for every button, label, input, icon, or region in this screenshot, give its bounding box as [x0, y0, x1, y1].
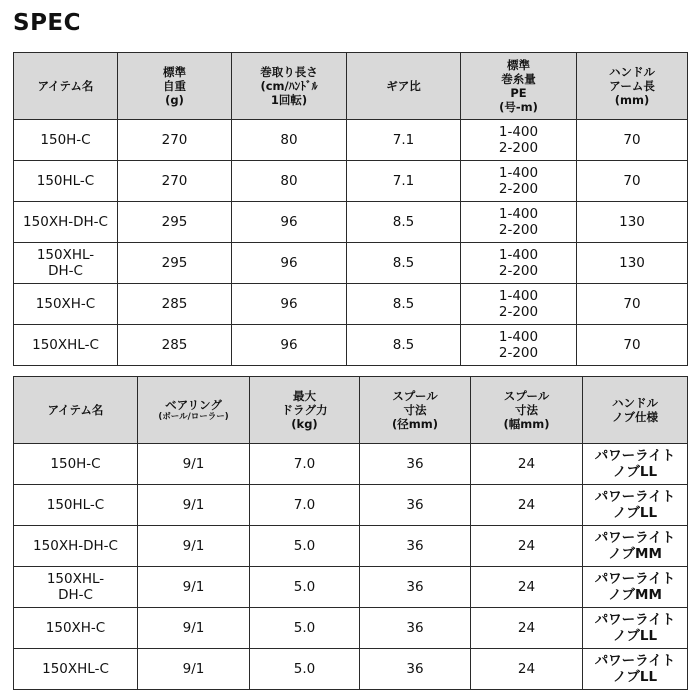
cell-line-capacity: 1-400 2-200: [461, 325, 577, 366]
cell-max-drag: 7.0: [250, 444, 360, 485]
header-max-drag: 最大 ドラグ力 (kg): [250, 377, 360, 444]
header-retrieve-length: 巻取り長さ (cm/ﾊﾝﾄﾞﾙ 1回転): [232, 53, 347, 120]
cell-line-capacity: 1-400 2-200: [461, 202, 577, 243]
cell-spool-width: 24: [471, 567, 583, 608]
cell-line-capacity: 1-400 2-200: [461, 120, 577, 161]
header-bearing-sub: (ボール/ローラー): [158, 411, 229, 422]
cell-handle-knob: パワーライト ノブMM: [583, 567, 688, 608]
cell-spool-width: 24: [471, 444, 583, 485]
cell-handle-length: 70: [577, 120, 688, 161]
header-gear-ratio: ギア比: [347, 53, 461, 120]
cell-retrieve-length: 96: [232, 325, 347, 366]
cell-spool-diameter: 36: [360, 608, 471, 649]
table-row: [14, 567, 688, 608]
cell-max-drag: 5.0: [250, 649, 360, 690]
cell-spool-diameter: 36: [360, 526, 471, 567]
cell-retrieve-length: 80: [232, 161, 347, 202]
header-item-name: アイテム名: [14, 53, 118, 120]
cell-handle-length: 70: [577, 325, 688, 366]
cell-spool-diameter: 36: [360, 567, 471, 608]
cell-bearing: 9/1: [138, 649, 250, 690]
table-row: [14, 526, 688, 567]
header-spool-width: スプール 寸法 (幅mm): [471, 377, 583, 444]
header-line-capacity: 標準 巻糸量 PE (号-m): [461, 53, 577, 120]
cell-weight: 285: [118, 284, 232, 325]
cell-bearing: 9/1: [138, 608, 250, 649]
cell-handle-length: 70: [577, 284, 688, 325]
cell-weight: 295: [118, 202, 232, 243]
cell-item-name: 150XHL-C: [14, 649, 138, 690]
cell-weight: 295: [118, 243, 232, 284]
cell-retrieve-length: 80: [232, 120, 347, 161]
cell-spool-diameter: 36: [360, 444, 471, 485]
cell-spool-diameter: 36: [360, 649, 471, 690]
header-spool-diameter: スプール 寸法 (径mm): [360, 377, 471, 444]
table-row: [14, 608, 688, 649]
spec-table-2: [13, 376, 688, 690]
header-handle-length: ハンドル アーム長 (mm): [577, 53, 688, 120]
cell-retrieve-length: 96: [232, 202, 347, 243]
cell-max-drag: 5.0: [250, 526, 360, 567]
cell-item-name: 150H-C: [14, 444, 138, 485]
cell-weight: 270: [118, 161, 232, 202]
cell-spool-width: 24: [471, 649, 583, 690]
cell-handle-length: 70: [577, 161, 688, 202]
cell-line-capacity: 1-400 2-200: [461, 284, 577, 325]
cell-gear-ratio: 8.5: [347, 243, 461, 284]
cell-item-name: 150H-C: [14, 120, 118, 161]
spec-table-1: [13, 52, 688, 366]
cell-gear-ratio: 7.1: [347, 161, 461, 202]
cell-weight: 270: [118, 120, 232, 161]
cell-spool-width: 24: [471, 485, 583, 526]
header-item-name: アイテム名: [14, 377, 138, 444]
cell-gear-ratio: 7.1: [347, 120, 461, 161]
cell-handle-knob: パワーライト ノブLL: [583, 608, 688, 649]
cell-line-capacity: 1-400 2-200: [461, 161, 577, 202]
cell-item-name: 150HL-C: [14, 485, 138, 526]
cell-item-name: 150HL-C: [14, 161, 118, 202]
table-row: [14, 325, 688, 366]
cell-item-name: 150XH-DH-C: [14, 526, 138, 567]
cell-item-name: 150XH-C: [14, 608, 138, 649]
cell-spool-diameter: 36: [360, 485, 471, 526]
cell-max-drag: 7.0: [250, 485, 360, 526]
cell-handle-knob: パワーライト ノブLL: [583, 649, 688, 690]
header-handle-knob: ハンドル ノブ仕様: [583, 377, 688, 444]
cell-handle-length: 130: [577, 243, 688, 284]
cell-item-name: 150XH-DH-C: [14, 202, 118, 243]
cell-gear-ratio: 8.5: [347, 325, 461, 366]
cell-gear-ratio: 8.5: [347, 202, 461, 243]
table-header-row: [14, 53, 688, 120]
table-row: [14, 485, 688, 526]
cell-spool-width: 24: [471, 526, 583, 567]
cell-spool-width: 24: [471, 608, 583, 649]
cell-bearing: 9/1: [138, 567, 250, 608]
cell-item-name: 150XHL- DH-C: [14, 567, 138, 608]
table-row: [14, 243, 688, 284]
table-row: [14, 202, 688, 243]
header-weight: 標準 自重 (g): [118, 53, 232, 120]
cell-handle-knob: パワーライト ノブLL: [583, 485, 688, 526]
header-bearing: [138, 377, 250, 444]
cell-gear-ratio: 8.5: [347, 284, 461, 325]
table-row: [14, 444, 688, 485]
page-title: SPEC: [13, 10, 82, 36]
table-row: [14, 120, 688, 161]
cell-max-drag: 5.0: [250, 608, 360, 649]
cell-handle-knob: パワーライト ノブMM: [583, 526, 688, 567]
cell-bearing: 9/1: [138, 526, 250, 567]
header-bearing-label: ベアリング: [165, 397, 222, 412]
cell-weight: 285: [118, 325, 232, 366]
cell-bearing: 9/1: [138, 444, 250, 485]
table-row: [14, 284, 688, 325]
cell-handle-length: 130: [577, 202, 688, 243]
cell-retrieve-length: 96: [232, 243, 347, 284]
table-row: [14, 161, 688, 202]
table-row: [14, 649, 688, 690]
cell-handle-knob: パワーライト ノブLL: [583, 444, 688, 485]
cell-item-name: 150XH-C: [14, 284, 118, 325]
table-header-row: [14, 377, 688, 444]
cell-item-name: 150XHL-C: [14, 325, 118, 366]
cell-line-capacity: 1-400 2-200: [461, 243, 577, 284]
cell-item-name: 150XHL- DH-C: [14, 243, 118, 284]
cell-max-drag: 5.0: [250, 567, 360, 608]
cell-bearing: 9/1: [138, 485, 250, 526]
cell-retrieve-length: 96: [232, 284, 347, 325]
